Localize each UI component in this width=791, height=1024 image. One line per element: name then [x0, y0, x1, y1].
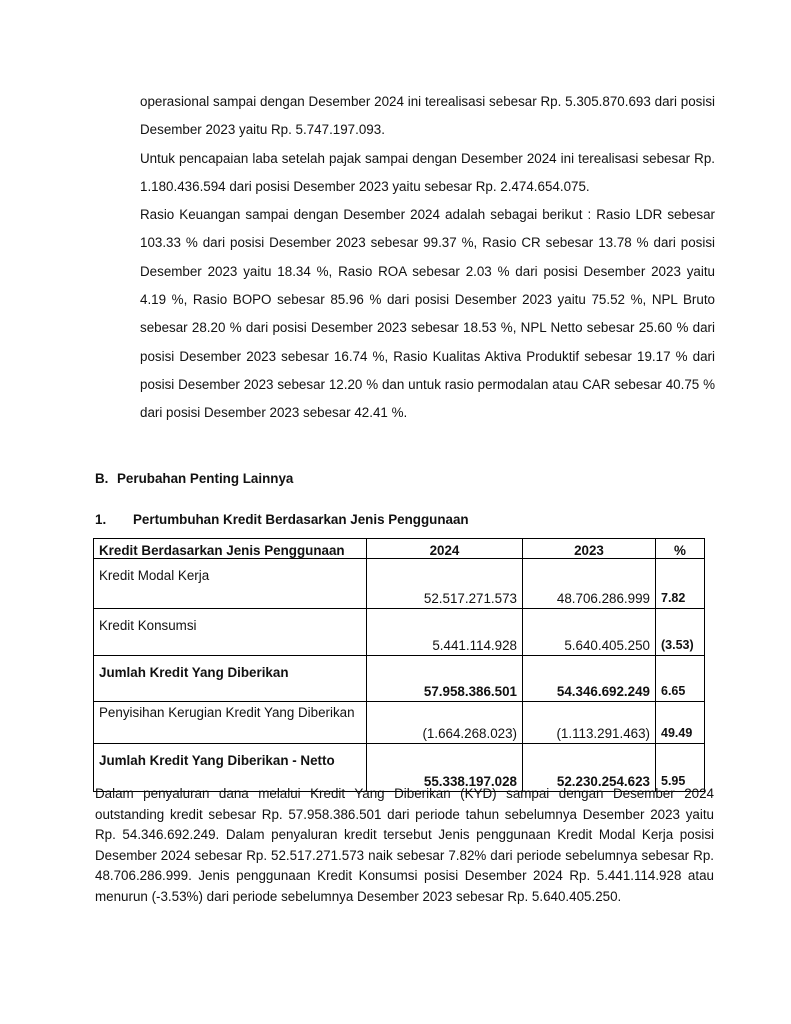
value-2023: 52.230.254.623: [523, 744, 656, 792]
value-percent: 49.49: [656, 702, 705, 744]
value-2023: (1.113.291.463): [523, 702, 656, 744]
table-header-row: [94, 539, 705, 559]
section-b-heading: [95, 471, 293, 486]
value-2024: 52.517.271.573: [367, 559, 523, 609]
subsection-1-heading: [95, 512, 469, 527]
value-2024: 5.441.114.928: [367, 609, 523, 656]
row-label: Kredit Modal Kerja: [94, 559, 367, 609]
summary-text: [95, 784, 714, 908]
intro-text: [140, 88, 715, 428]
row-label: Kredit Konsumsi: [94, 609, 367, 656]
value-2024: (1.664.268.023): [367, 702, 523, 744]
header-2023: 2023: [523, 539, 656, 559]
paragraph-credit-summary: Dalam penyaluran dana melalui Kredit Yang Diberikan (KYD) sampai dengan Desember 2024 outstanding kredit sebesar Rp. 57.958.386.501 dari periode tahun sebelumnya Desember 2023 yaitu Rp. 54.346.692.249. Dalam penyaluran kredit tersebut Jenis penggunaan Kredit Modal Kerja posisi Desember 2024 sebesar Rp. 52.517.271.573 naik sebesar 7.82% dari periode sebelumnya sebesar Rp. 48.706.286.999. Jenis penggunaan Kredit Konsumsi posisi Desember 2024 Rp. 5.441.114.928 atau menurun (-3.53%) dari periode sebelumnya Desember 2023 sebesar Rp. 5.640.405.250.: [95, 786, 714, 904]
section-b-letter: B.: [95, 471, 109, 486]
row-label: Jumlah Kredit Yang Diberikan - Netto: [94, 744, 367, 792]
credit-table: [93, 538, 705, 792]
value-2023: 54.346.692.249: [523, 656, 656, 702]
subsection-1-title: Pertumbuhan Kredit Berdasarkan Jenis Penggunaan: [133, 512, 469, 527]
header-percent: %: [656, 539, 705, 559]
subsection-1-number: 1.: [95, 512, 107, 527]
row-label: Penyisihan Kerugian Kredit Yang Diberikan: [94, 702, 367, 744]
value-2024: 57.958.386.501: [367, 656, 523, 702]
value-percent: 7.82: [656, 559, 705, 609]
section-b-title: Perubahan Penting Lainnya: [117, 471, 294, 486]
row-label: Jumlah Kredit Yang Diberikan: [94, 656, 367, 702]
table-row: [94, 609, 705, 656]
value-2023: 5.640.405.250: [523, 609, 656, 656]
paragraph-operational: operasional sampai dengan Desember 2024 ini terealisasi sebesar Rp. 5.305.870.693 dari posisi Desember 2023 yaitu Rp. 5.747.197.093.: [140, 94, 715, 138]
paragraph-profit: Untuk pencapaian laba setelah pajak sampai dengan Desember 2024 ini terealisasi sebesar Rp. 1.180.436.594 dari posisi Desember 2023 yaitu sebesar Rp. 2.474.654.075.: [140, 150, 715, 194]
value-2024: 55.338.197.028: [367, 744, 523, 792]
header-2024: 2024: [367, 539, 523, 559]
table-row: [94, 559, 705, 609]
value-percent: (3.53): [656, 609, 705, 656]
table-row-total: [94, 656, 705, 702]
header-category: Kredit Berdasarkan Jenis Penggunaan: [94, 539, 367, 559]
value-percent: 5.95: [656, 744, 705, 792]
value-2023: 48.706.286.999: [523, 559, 656, 609]
value-percent: 6.65: [656, 656, 705, 702]
paragraph-ratios: Rasio Keuangan sampai dengan Desember 2024 adalah sebagai berikut : Rasio LDR sebesar 103.33 % dari posisi Desember 2023 sebesar 99.37 %, Rasio CR sebesar 13.78 % dari posisi Desember 2023 yaitu 18.34 %, Rasio ROA sebesar 2.03 % dari posisi Desember 2023 yaitu 4.19 %, Rasio BOPO sebesar 85.96 % dari posisi Desember 2023 yaitu 75.52 %, NPL Bruto sebesar 28.20 % dari posisi Desember 2023 sebesar 18.53 %, NPL Netto sebesar 25.60 % dari posisi Desember 2023 sebesar 16.74 %, Rasio Kualitas Aktiva Produktif sebesar 19.17 % dari posisi Desember 2023 sebesar 12.20 % dan untuk rasio permodalan atau CAR sebesar 40.75 % dari posisi Desember 2023 sebesar 42.41 %.: [140, 207, 715, 421]
table-row: [94, 702, 705, 744]
